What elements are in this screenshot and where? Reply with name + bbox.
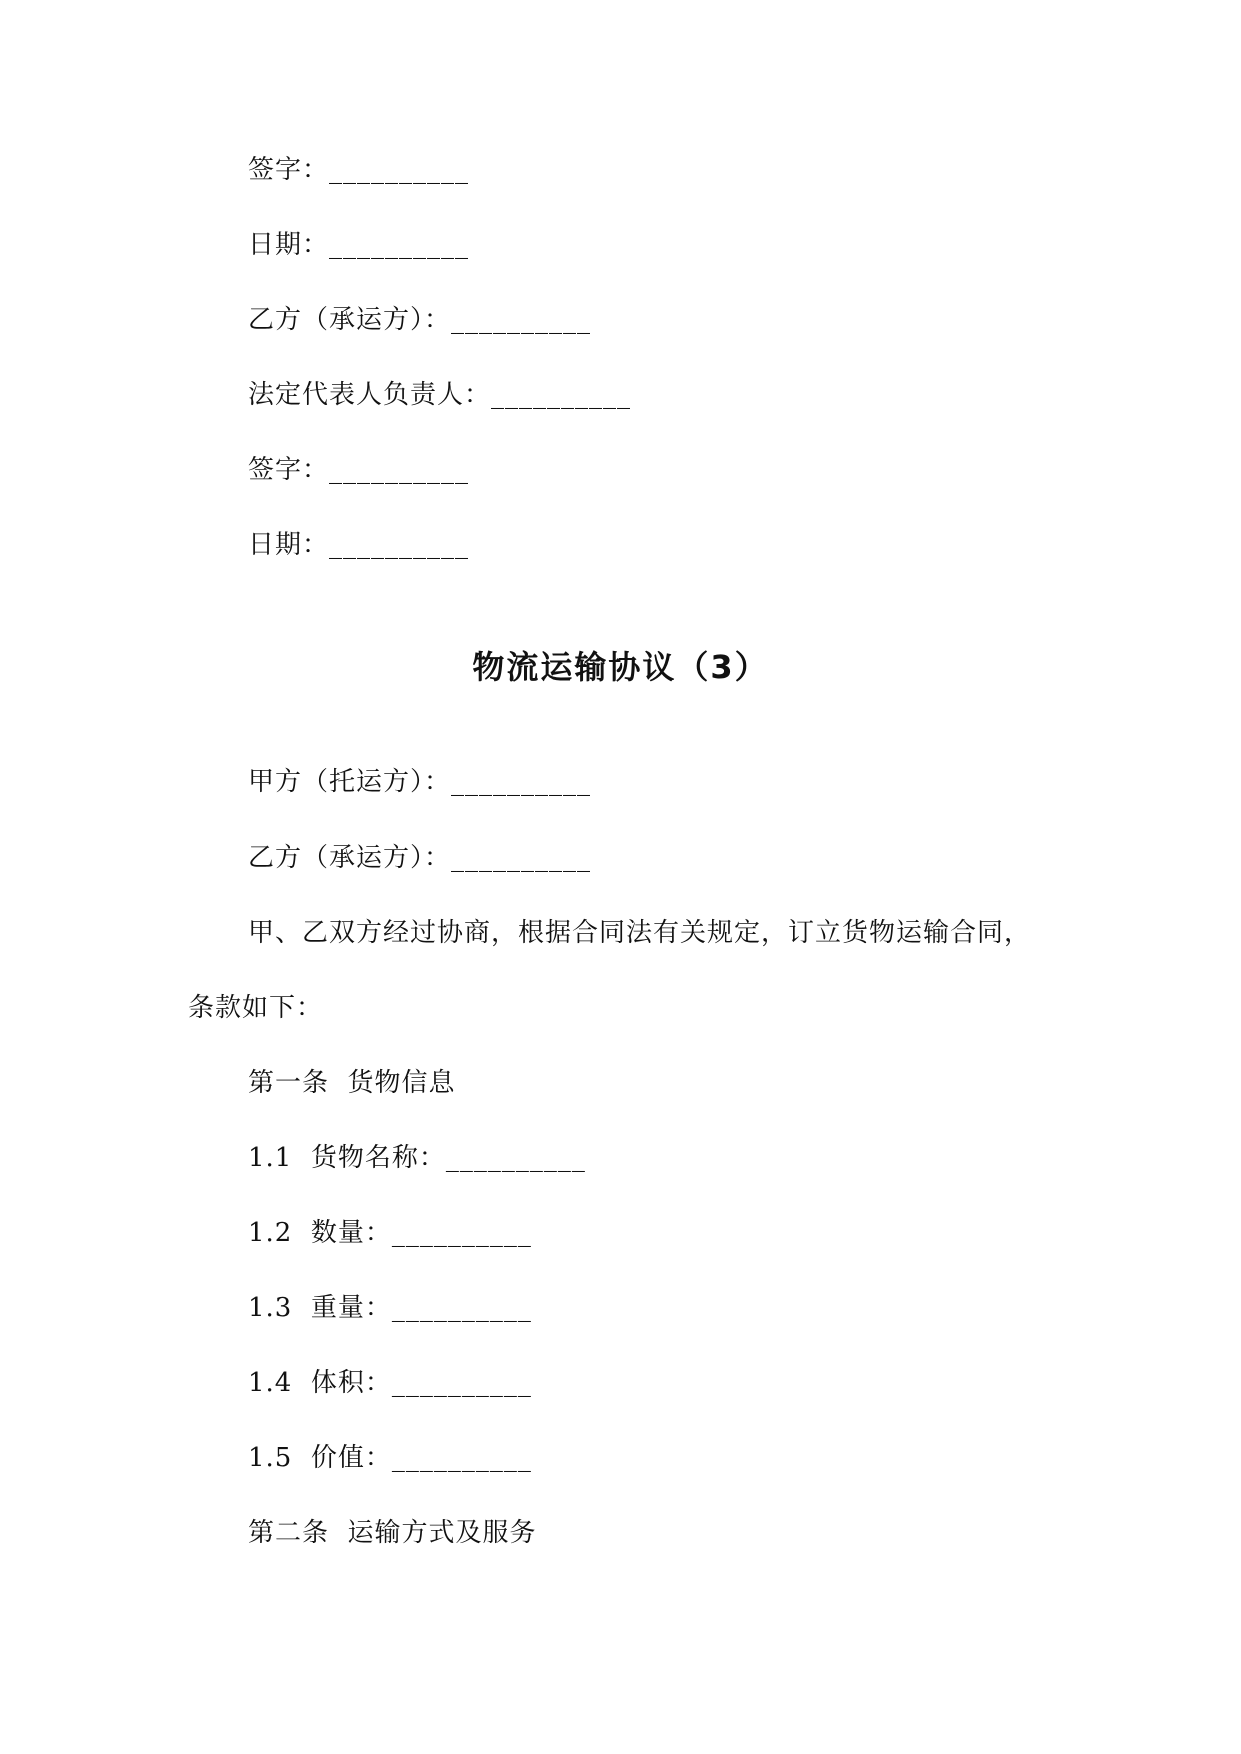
article-heading: 第一条 货物信息 bbox=[248, 1068, 456, 1098]
article-item: 1.4 体积：__________ bbox=[248, 1368, 532, 1398]
article-item: 1.3 重量：__________ bbox=[248, 1293, 532, 1323]
intro-paragraph-continuation: 条款如下： bbox=[188, 993, 324, 1023]
article-item: 1.2 数量：__________ bbox=[248, 1218, 532, 1248]
party-b-line: 乙方（承运方）：__________ bbox=[248, 305, 592, 335]
signature-line: 签字：__________ bbox=[248, 155, 470, 185]
party-b-line: 乙方（承运方）：__________ bbox=[248, 843, 592, 873]
date-line: 日期：__________ bbox=[248, 230, 470, 260]
signature-line: 签字：__________ bbox=[248, 455, 470, 485]
legal-representative-line: 法定代表人负责人：__________ bbox=[248, 380, 632, 410]
article-item: 1.1 货物名称：__________ bbox=[248, 1143, 586, 1173]
intro-paragraph-line: 甲、乙双方经过协商，根据合同法有关规定，订立货物运输合同， bbox=[248, 918, 1032, 948]
party-a-line: 甲方（托运方）：__________ bbox=[248, 767, 592, 797]
document-title: 物流运输协议（3） bbox=[472, 648, 769, 686]
article-heading: 第二条 运输方式及服务 bbox=[248, 1518, 537, 1548]
date-line: 日期：__________ bbox=[248, 530, 470, 560]
article-item: 1.5 价值：__________ bbox=[248, 1443, 532, 1473]
